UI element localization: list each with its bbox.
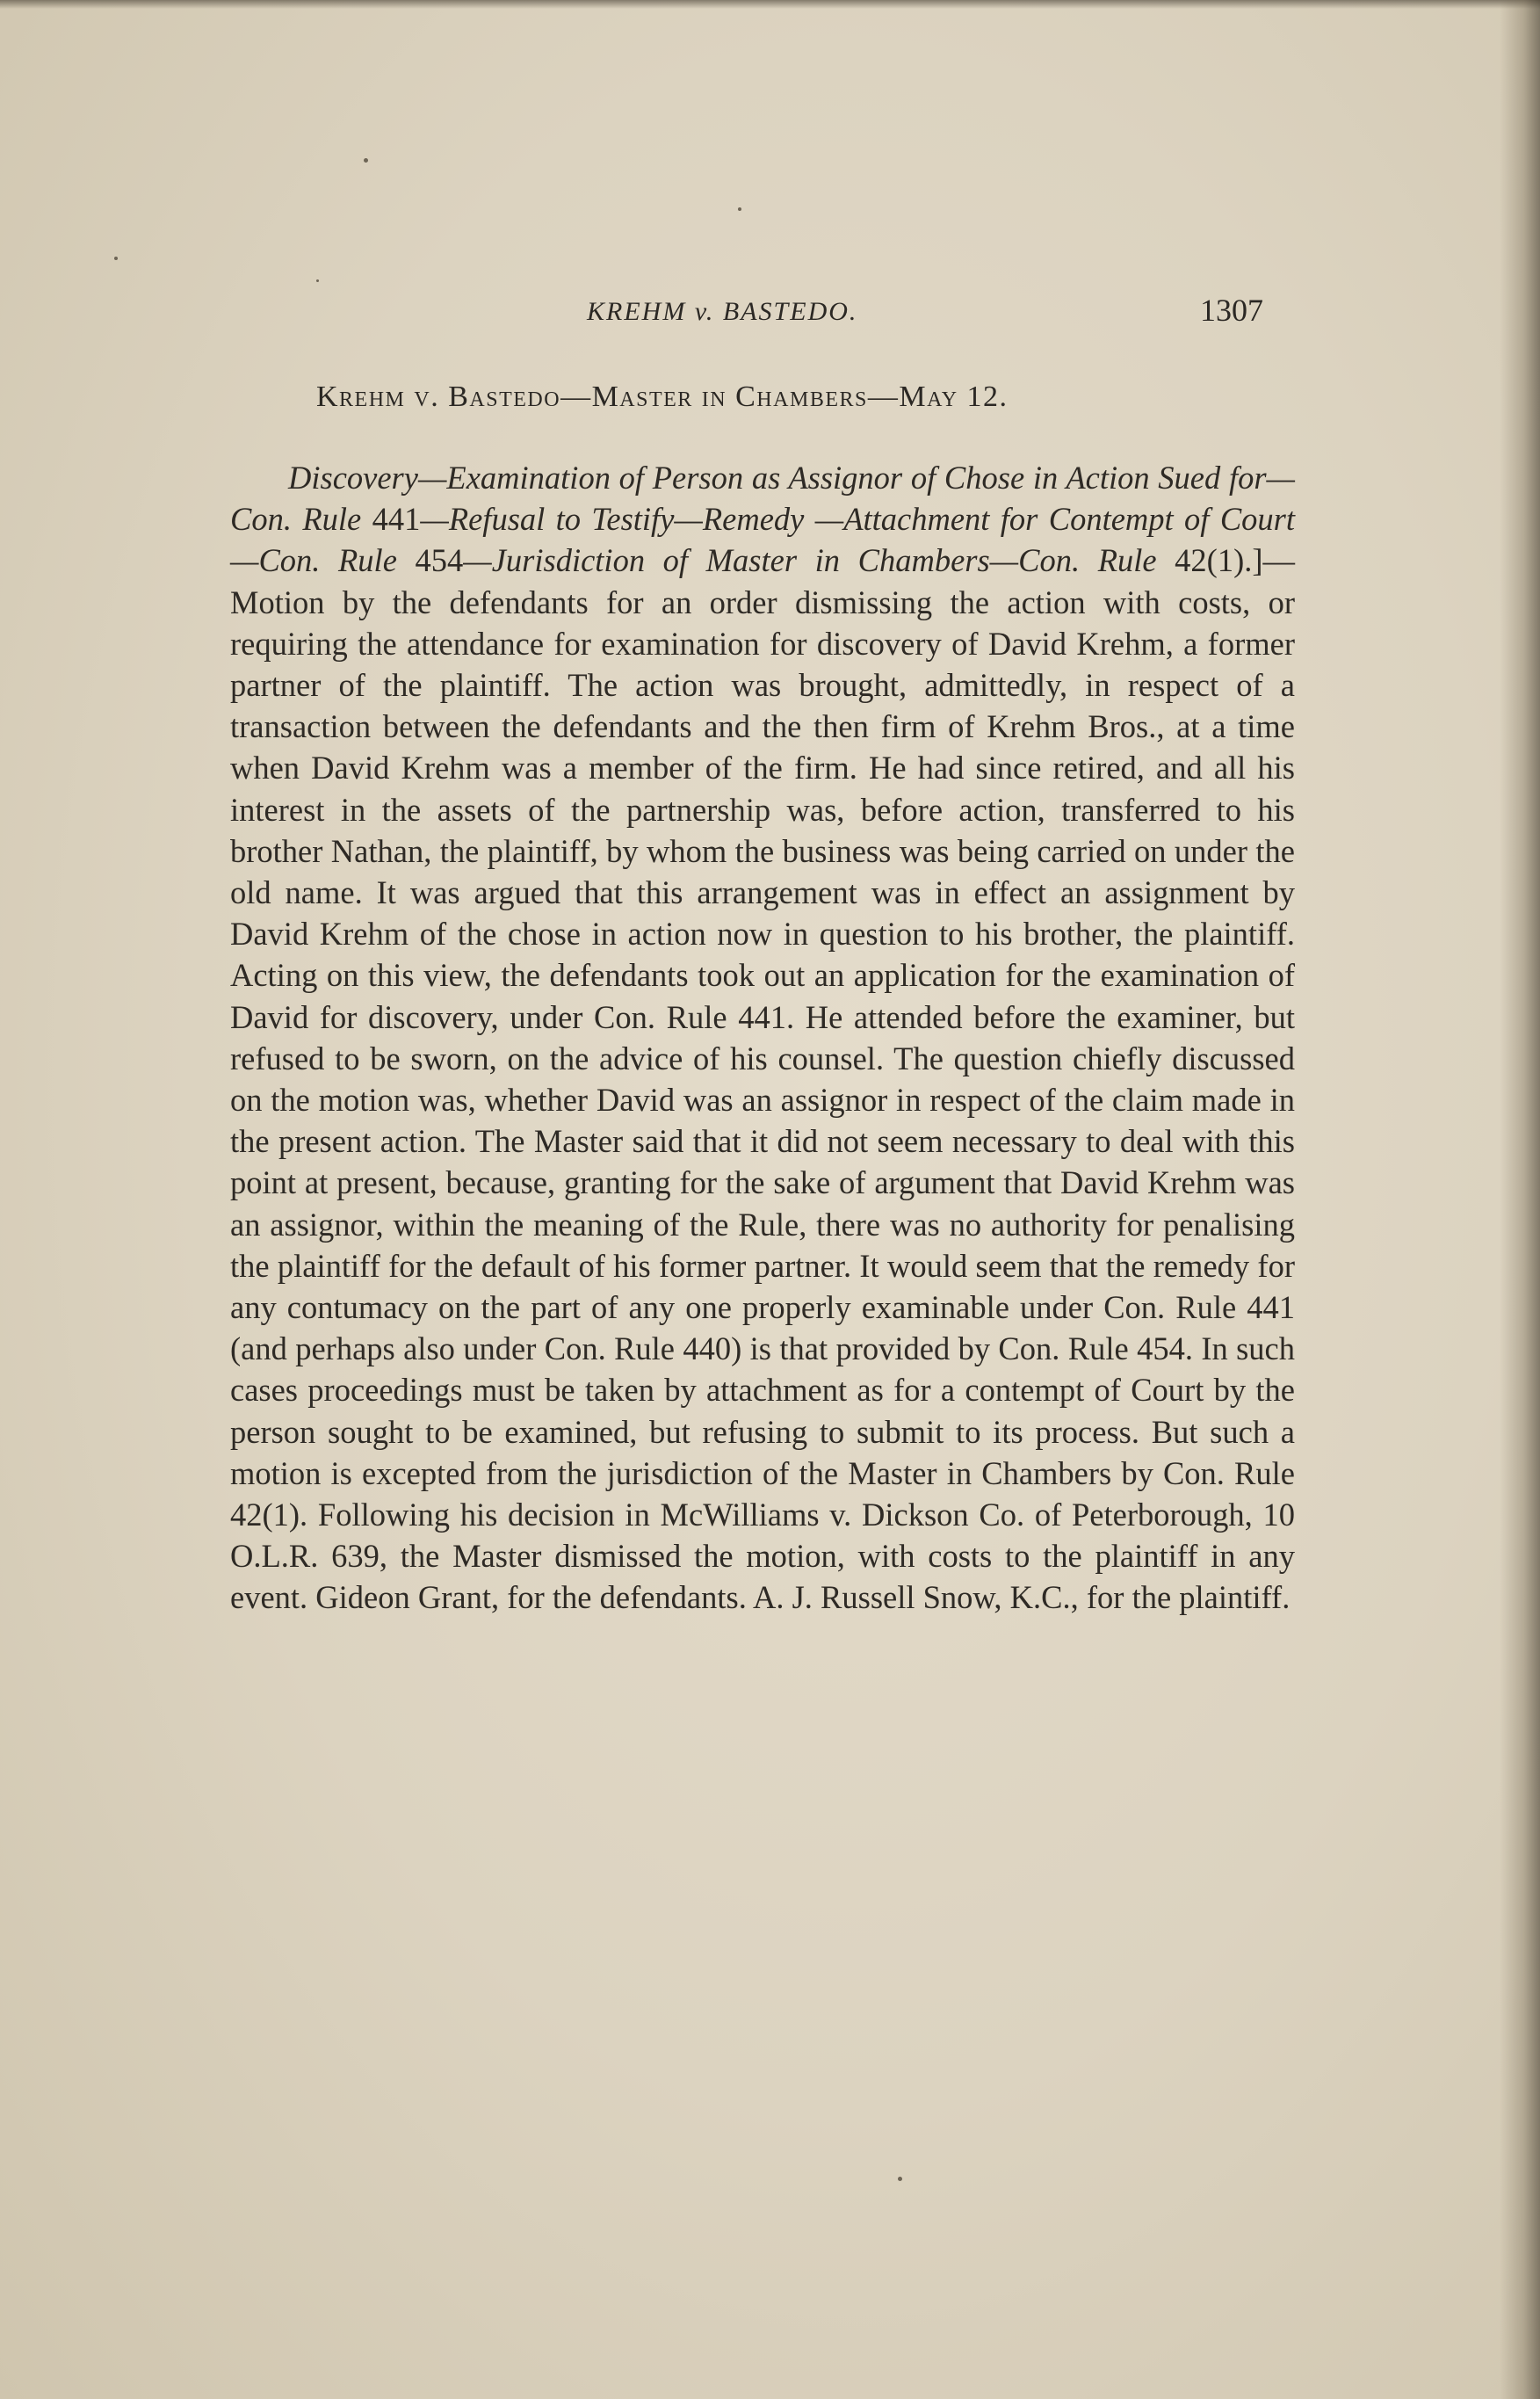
headnote-text: —Refusal to Testify—Remedy —Attachment for Contempt of Court—Con. Rule [230, 501, 1296, 579]
ink-speck [114, 257, 118, 260]
show-through-from-reverse [264, 2074, 1300, 2320]
case-report-paragraph [230, 457, 1295, 1619]
running-head-title: KREHM v. BASTEDO. [587, 297, 858, 326]
headnote-text: —Jurisdiction of Master in Chambers—Con. Rule [463, 542, 1157, 579]
page-gutter-shadow [1500, 0, 1540, 2399]
rule-number: 441 [361, 501, 421, 538]
ink-speck [316, 279, 319, 282]
case-heading: Krehm v. Bastedo—Master in Chambers—May 12. [316, 381, 1009, 413]
report-body: —Motion by the defendants for an order dismissing the action with costs, or requiring the attendance for examination for discovery of David Krehm, a former partner of the plaintiff. The action was brought, admittedly, in respect of a transaction between the defendants and the then firm of Krehm Bros., at a time when David Krehm was a member of the firm. He had since retired, and all his interest in the assets of the partnership was, before action, transferred to his brother Nathan, the plaintiff, by whom the business was being carried on under the old name. It was argued that this arrangement was in effect an assignment by David Krehm of the chose in action now in question to his brother, the plaintiff. Acting on this view, the defendants took out an application for the examination of David for discovery, under Con. Rule 441. He attended before the examiner, but refused to be sworn, on the advice of his counsel. The question chiefly discussed on the motion was, whether David was an assignor in respect of the claim made in the present action. The Master said that it did not seem necessary to deal with this point at present, because, granting for the sake of argument that David Krehm was an assignor, within the meaning of the Rule, there was no authority for penalising the plaintiff for the default of his former partner. It would seem that the remedy for any contumacy on the part of any one properly examinable under Con. Rule 441 (and perhaps also under Con. Rule 440) is that provided by Con. Rule 454. In such cases proceedings must be taken by attachment as for a contempt of Court by the person sought to be examined, but refusing to submit to its process. But such a motion is excepted from the jurisdiction of the Master in Chambers by Con. Rule 42(1). Following his decision in McWilliams v. Dickson Co. of Peterborough, 10 O.L.R. 639, the Master dismissed the motion, with costs to the plaintiff in any event. Gideon Grant, for the defendants. A. J. Russell Snow, K.C., for the plaintiff. [230, 542, 1296, 1616]
running-head [0, 288, 1540, 341]
rule-number: 454 [396, 542, 464, 579]
rule-number: 42(1).] [1156, 542, 1263, 579]
page-number: 1307 [1200, 293, 1263, 328]
headnote-text: Discovery—Examination of Person as Assignor of Chose in Action Sued for—Con. Rule [230, 460, 1295, 538]
page-top-shadow [0, 0, 1540, 9]
ink-speck [364, 158, 368, 163]
ink-speck [738, 207, 741, 211]
